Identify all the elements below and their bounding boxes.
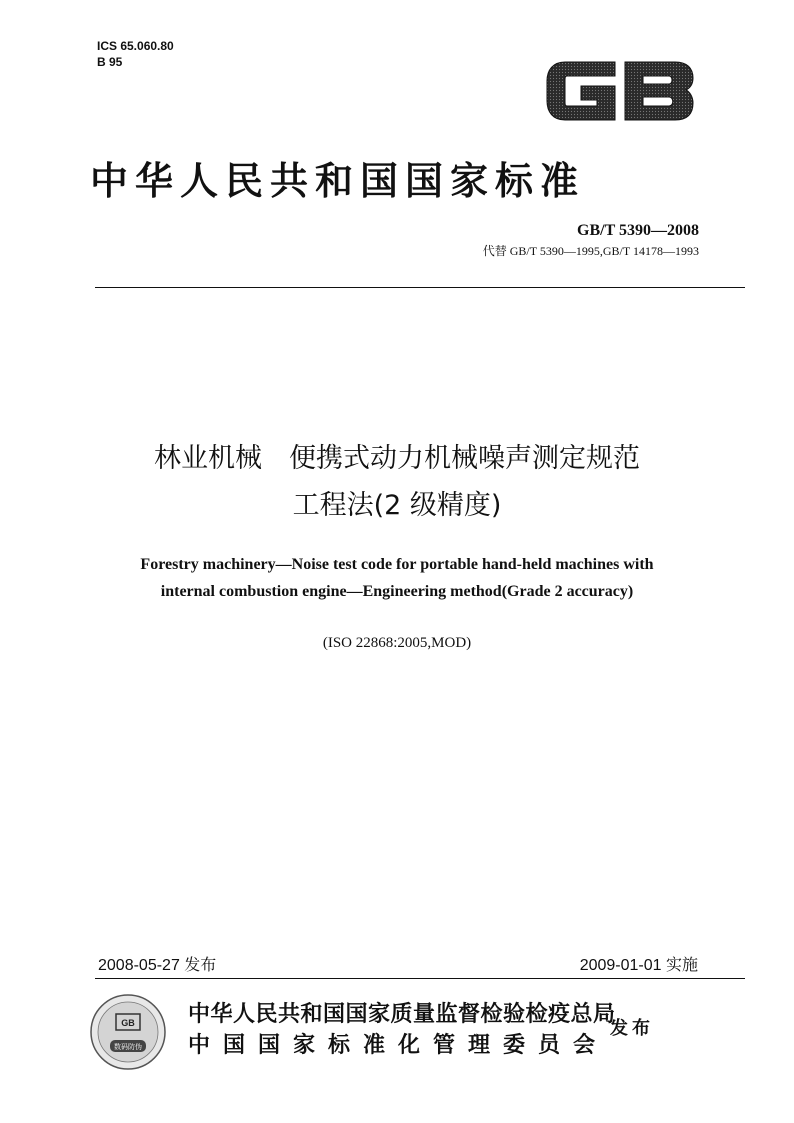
title-en-line2: internal combustion engine—Engineering method(Grade 2 accuracy) (160, 583, 634, 600)
title-en-line1: Forestry machinery—Noise test code for portable hand-held machines with (140, 556, 654, 573)
bottom-divider (95, 978, 745, 979)
implementation-date: 2009-01-01 实施 (579, 957, 698, 974)
anti-counterfeit-seal-icon (88, 992, 168, 1072)
standard-number-block (483, 222, 699, 259)
issuer-line2: 中国国家标准化管理委员会 (188, 1033, 609, 1058)
iso-reference: (ISO 22868:2005,MOD) (322, 635, 472, 651)
publish-label: 发布 (610, 1018, 654, 1039)
ics-code: ICS 65.060.80 (97, 39, 174, 53)
ccs-code: B 95 (97, 55, 123, 69)
classification-codes (97, 38, 174, 70)
issuer-line1: 中华人民共和国国家质量监督检验检疫总局 (188, 1002, 616, 1027)
top-divider (95, 287, 745, 288)
svg-text:GB: GB (121, 1018, 135, 1028)
standard-number: GB/T 5390—2008 (577, 222, 699, 239)
gb-logo-icon (543, 56, 697, 126)
seal-label: 数码防伪 (114, 1043, 142, 1051)
title-cn-line1: 林业机械 便携式动力机械噪声测定规范 (154, 443, 640, 474)
issue-date: 2008-05-27 发布 (98, 957, 217, 974)
national-standard-title: 中华人民共和国国家标准 (90, 159, 586, 203)
title-cn-line2: 工程法(2 级精度) (292, 490, 502, 521)
replaces-note: 代替 GB/T 5390—1995,GB/T 14178—1993 (482, 244, 699, 258)
